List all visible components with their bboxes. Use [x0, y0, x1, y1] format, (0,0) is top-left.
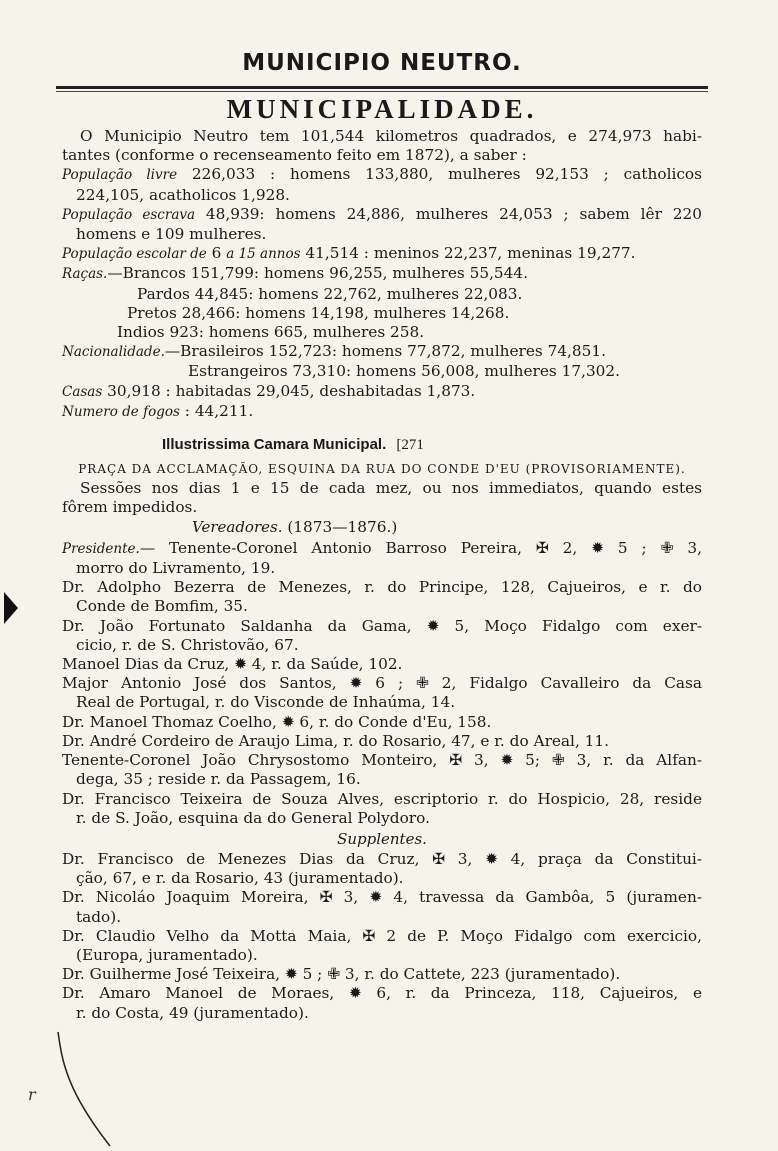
entry: [62, 655, 702, 674]
entry: [62, 984, 702, 1022]
entry-line: Major Antonio José dos Santos, ✹ 6 ; ✙ 2, Fidalgo Cavalleiro da Casa: [62, 674, 702, 693]
entry: [62, 674, 702, 712]
stat-indios: Indios 923: homens 665, mulheres 258.: [117, 323, 425, 342]
entry-line: Dr. Adolpho Bezerra de Menezes, r. do Principe, 128, Cajueiros, e r. do: [62, 578, 702, 597]
stat-nacionalidade: [62, 342, 702, 362]
stat-livre: [62, 165, 702, 185]
vereadores-years: (1873—1876.): [287, 517, 398, 536]
stat-cont: 224,105, acatholicos 1,928.: [76, 185, 290, 204]
page: [62, 50, 702, 1023]
stat-label: Casas: [62, 383, 103, 400]
stat-value: 48,939: homens 24,886, mulheres 24,053 ; sabem lêr 220: [205, 204, 702, 223]
stat-value: 30,918 : habitadas 29,045, deshabitadas 1,873.: [107, 381, 476, 400]
stat-racas: [62, 264, 702, 284]
entry-cont: ção, 67, e r. da Rosario, 43 (juramentado).: [76, 869, 404, 888]
stat-value: —Brasileiros 152,723: homens 77,872, mulheres 74,851.: [164, 342, 606, 361]
entry-line: Dr. Manoel Thomaz Coelho, ✹ 6, r. do Conde d'Eu, 158.: [62, 712, 492, 731]
supplentes-heading: Supplentes.: [337, 829, 427, 848]
entry: [62, 751, 702, 789]
camara-sessions: fôrem impedidos.: [62, 498, 198, 517]
entry-cont: r. de S. João, esquina da do General Polydoro.: [76, 808, 430, 827]
header-rule-thin: [56, 91, 708, 92]
entry-line: Dr. André Cordeiro de Araujo Lima, r. do Rosario, 47, e r. do Areal, 11.: [62, 731, 609, 750]
entry: [62, 790, 702, 828]
presidente-label: Presidente.: [62, 540, 140, 557]
entry-line: Dr. Francisco Teixeira de Souza Alves, escriptorio r. do Hospicio, 28, reside: [62, 789, 702, 808]
stat-label: População escrava: [62, 206, 196, 223]
stat-escolar: [62, 244, 702, 264]
entry-cont: cicio, r. de S. Christovão, 67.: [76, 635, 299, 654]
entry-line: Dr. Francisco de Menezes Dias da Cruz, ✠ 3, ✹ 4, praça da Constitui-: [62, 849, 702, 868]
entry-line: Dr. Nicoláo Joaquim Moreira, ✠ 3, ✹ 4, travessa da Gambôa, 5 (juramen-: [62, 888, 702, 907]
entry-cont: dega, 35 ; reside r. da Passagem, 16.: [76, 770, 361, 789]
entry-line: Tenente-Coronel João Chrysostomo Monteiro, ✠ 3, ✹ 5; ✙ 3, r. da Alfan-: [62, 751, 702, 770]
entry: [62, 965, 702, 984]
stat-label: População livre: [62, 167, 178, 184]
stat-estrangeiros: Estrangeiros 73,310: homens 56,008, mulheres 17,302.: [188, 362, 621, 381]
stat-label: Raças.: [62, 266, 108, 283]
entry-line: Dr. Claudio Velho da Motta Maia, ✠ 2 de P. Moço Fidalgo com exercicio,: [62, 926, 702, 945]
margin-marker: [4, 592, 18, 624]
entry-cont: Conde de Bomfim, 35.: [76, 597, 248, 616]
camara-address: PRAÇA DA ACCLAMAÇÃO, ESQUINA DA RUA DO CONDE D'EU (PROVISORIAMENTE).: [78, 462, 686, 477]
camara-heading: [62, 436, 702, 454]
entry-line: Presidente.— Tenente-Coronel Antonio Barroso Pereira, ✠ 2, ✹ 5 ; ✙ 3,: [62, 538, 702, 557]
vereadores-list: [62, 539, 702, 828]
entry-line: Dr. Guilherme José Teixeira, ✹ 5 ; ✙ 3, r. do Cattete, 223 (juramentado).: [62, 965, 621, 984]
stat-label: Numero de fogos: [62, 403, 180, 420]
stat-value: : 44,211.: [184, 401, 254, 420]
entry-cont: r. do Costa, 49 (juramentado).: [76, 1003, 309, 1022]
entry-line: Manoel Dias da Cruz, ✹ 4, r. da Saúde, 102.: [62, 655, 403, 674]
margin-stroke: [56, 1030, 116, 1150]
entry-cont: tado).: [76, 907, 122, 926]
stat-fogos: [62, 402, 702, 422]
entry: [62, 927, 702, 965]
stat-escrava: [62, 205, 702, 225]
entry-cont: (Europa, juramentado).: [76, 945, 258, 964]
entry: [62, 539, 702, 578]
stat-label: a 15 annos: [226, 246, 301, 263]
running-header: MUNICIPIO NEUTRO.: [242, 50, 522, 76]
camara-ref: [271: [396, 437, 424, 454]
section-title: MUNICIPALIDADE.: [226, 94, 538, 124]
stat-value: 6: [211, 244, 222, 263]
entry: [62, 713, 702, 732]
stat-value: —Brancos 151,799: homens 96,255, mulheres 55,544.: [107, 264, 528, 283]
entry: [62, 850, 702, 888]
entry-line: Dr. Amaro Manoel de Moraes, ✹ 6, r. da Princeza, 118, Cajueiros, e: [62, 984, 702, 1003]
intro-line: O Municipio Neutro tem 101,544 kilometros quadrados, e 274,973 habi-: [80, 127, 702, 145]
stat-cont: homens e 109 mulheres.: [76, 225, 267, 244]
stat-value: 41,514 : meninos 22,237, meninas 19,277.: [305, 244, 636, 263]
entry: [62, 732, 702, 751]
camara-sessions: Sessões nos dias 1 e 15 de cada mez, ou nos immediatos, quando estes: [80, 479, 702, 498]
supplentes-list: [62, 850, 702, 1023]
entry: [62, 617, 702, 655]
margin-mark: r: [28, 1085, 36, 1104]
header-rule: [56, 86, 708, 89]
entry-line: Dr. João Fortunato Saldanha da Gama, ✹ 5, Moço Fidalgo com exer-: [62, 616, 702, 635]
vereadores-label: Vereadores.: [192, 517, 283, 536]
stat-label: Nacionalidade.: [62, 344, 165, 361]
stat-label: População escolar de: [62, 246, 207, 263]
stat-casas: [62, 382, 702, 402]
stat-value: 226,033 : homens 133,880, mulheres 92,153 ; catholicos: [191, 165, 702, 184]
entry: [62, 578, 702, 616]
entry-cont: Real de Portugal, r. do Visconde de Inhaúma, 14.: [76, 693, 456, 712]
stat-pretos: Pretos 28,466: homens 14,198, mulheres 14,268.: [127, 303, 510, 322]
stat-pardos: Pardos 44,845: homens 22,762, mulheres 22,083.: [137, 284, 523, 303]
entry: [62, 888, 702, 926]
entry-cont: morro do Livramento, 19.: [76, 559, 276, 578]
vereadores-heading: [62, 518, 702, 537]
camara-title: Illustrissima Camara Municipal.: [162, 436, 387, 454]
intro-line: tantes (conforme o recenseamento feito em 1872), a saber :: [62, 146, 527, 165]
